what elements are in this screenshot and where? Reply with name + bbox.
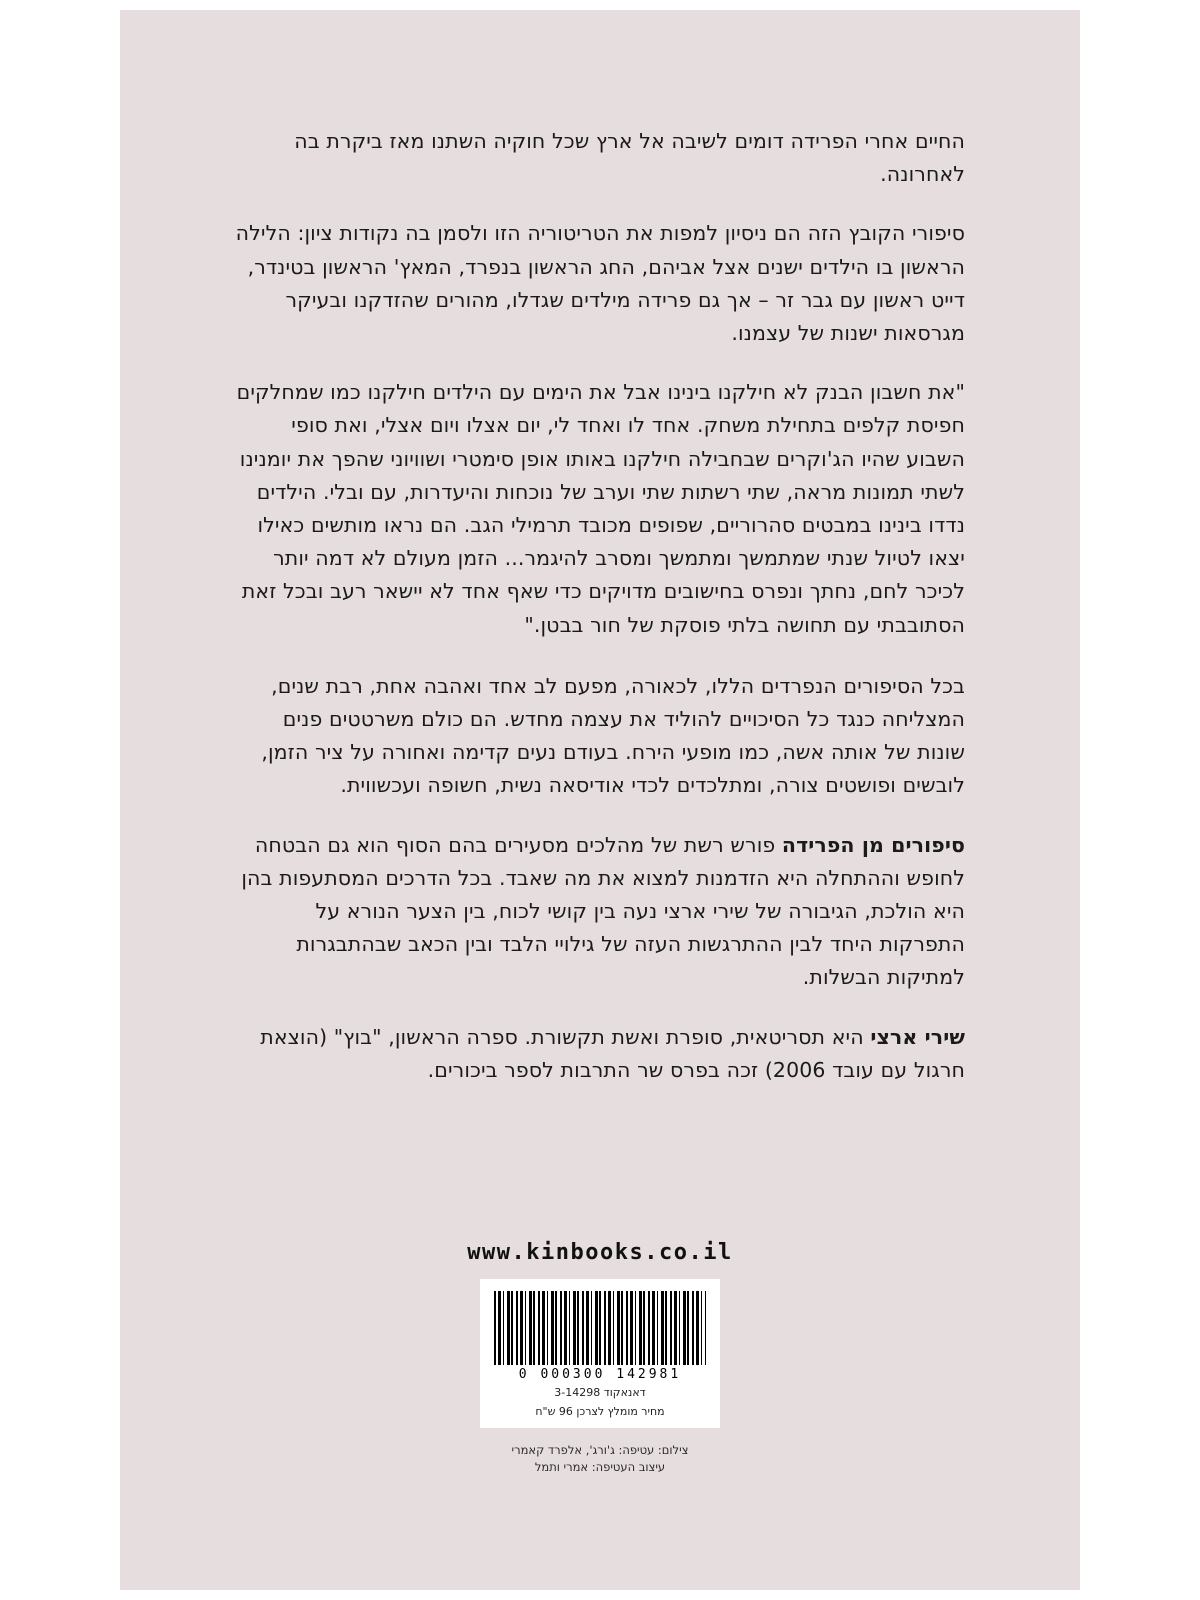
barcode-block bbox=[480, 1279, 720, 1428]
blurb-text-column bbox=[235, 125, 965, 1113]
author-bio-rest: היא תסריטאית, סופרת ואשת תקשורת. ספרה הראשון, "בוץ" (הוצאת חרגול עם עובד 2006) זכה בפרס שר התרבות לספר ביכורים. bbox=[260, 1024, 965, 1082]
book-back-cover bbox=[120, 10, 1080, 1590]
blurb-paragraph-4: בכל הסיפורים הנפרדים הללו, לכאורה, מפעם לב אחד ואהבה אחת, רבת שנים, המצליחה כנגד כל הסיכויים להוליד את עצמה מחדש. הם כולם משרטטים פנים שונות של אותה אשה, כמו מופעי הירח. בעודם נעים קדימה ואחורה על ציר הזמן, לובשים ופושטים צורה, ומתלכדים לכדי אודיסאה נשית, חשופה ועכשווית. bbox=[261, 673, 965, 798]
blurb-paragraph-1: החיים אחרי הפרידה דומים לשיבה אל ארץ שכל חוקיה השתנו מאז ביקרת בה לאחרונה. bbox=[294, 129, 965, 187]
price-line: מחיר מומלץ לצרכן 96 ש"ח bbox=[535, 1404, 665, 1418]
blurb-quote-excerpt: "את חשבון הבנק לא חילקנו בינינו אבל את הימים עם הילדים חילקנו כמו שמחלקים חפיסת קלפים בתחילת משחק. אחד לו ואחד לי, יום אצלו ויום אצלי, ואת סופי השבוע שהיו הג'וקרים שבחבילה חילקנו באותו אופן סימטרי ושוויוני שהפך את יומנינו לשתי תמונות מראה, שתי רשתות שתי וערב של נוכחות והיעדרות, עם ובלי. הילדים נדדו בינינו במבטים סהרוריים, שפופים מכובד תרמילי הגב. הם נראו מותשים כאילו יצאו לטיול שנתי שמתמשך ומתמשך ומסרב להיגמר... הזמן מעולם לא דמה יותר לכיכר לחם, נחתך ונפרס בחישובים מדויקים כדי שאף אחד לא יישאר רעב ובכל זאת הסתובבתי עם תחושה בלתי פוסקת של חור בבטן." bbox=[236, 380, 965, 637]
barcode-icon bbox=[494, 1291, 706, 1365]
cover-credits bbox=[120, 1442, 1080, 1477]
danacode-line: דאנאקוד 3-14298 bbox=[554, 1386, 646, 1399]
cover-footer bbox=[120, 1240, 1080, 1476]
author-name: שירי ארצי bbox=[870, 1024, 965, 1049]
book-title-mention: סיפורים מן הפרידה bbox=[781, 832, 965, 857]
blurb-closing-paragraph bbox=[235, 829, 965, 995]
credit-design-line: עיצוב העטיפה: אמרי ותמל bbox=[534, 1460, 666, 1475]
barcode-number: 0 000300 142981 bbox=[518, 1367, 682, 1382]
author-bio bbox=[235, 1021, 965, 1087]
publisher-website[interactable]: www.kinbooks.co.il bbox=[467, 1240, 733, 1265]
blurb-closing-rest: פורש רשת של מהלכים מסעירים בהם הסוף הוא גם הבטחה לחופש וההתחלה היא הזדמנות למצוא את מה שאבד. בכל הדרכים המסתעפות בהן היא הולכת, הגיבורה של שירי ארצי נעה בין קושי לכוח, בין הצער הנורא על התפרקות היחד לבין ההתרגשות העזה של גילויי הלבד ובין הכאב שבהתבגרות למתיקות הבשלות. bbox=[241, 832, 965, 990]
blurb-paragraph-2: סיפורי הקובץ הזה הם ניסיון למפות את הטריטוריה הזו ולסמן בה נקודות ציון: הלילה הראשון בו הילדים ישנים אצל אביהם, החג הראשון בנפרד, המאץ' הראשון בטינדר, דייט ראשון עם גבר זר – אך גם פרידה מילדים שגדלו, מהורים שהזדקנו ובעיקר מגרסאות ישנות של עצמנו. bbox=[235, 221, 965, 346]
credit-photo-line: צילום: עטיפה: ג'ורג', אלפרד קאמרי bbox=[511, 1442, 689, 1457]
